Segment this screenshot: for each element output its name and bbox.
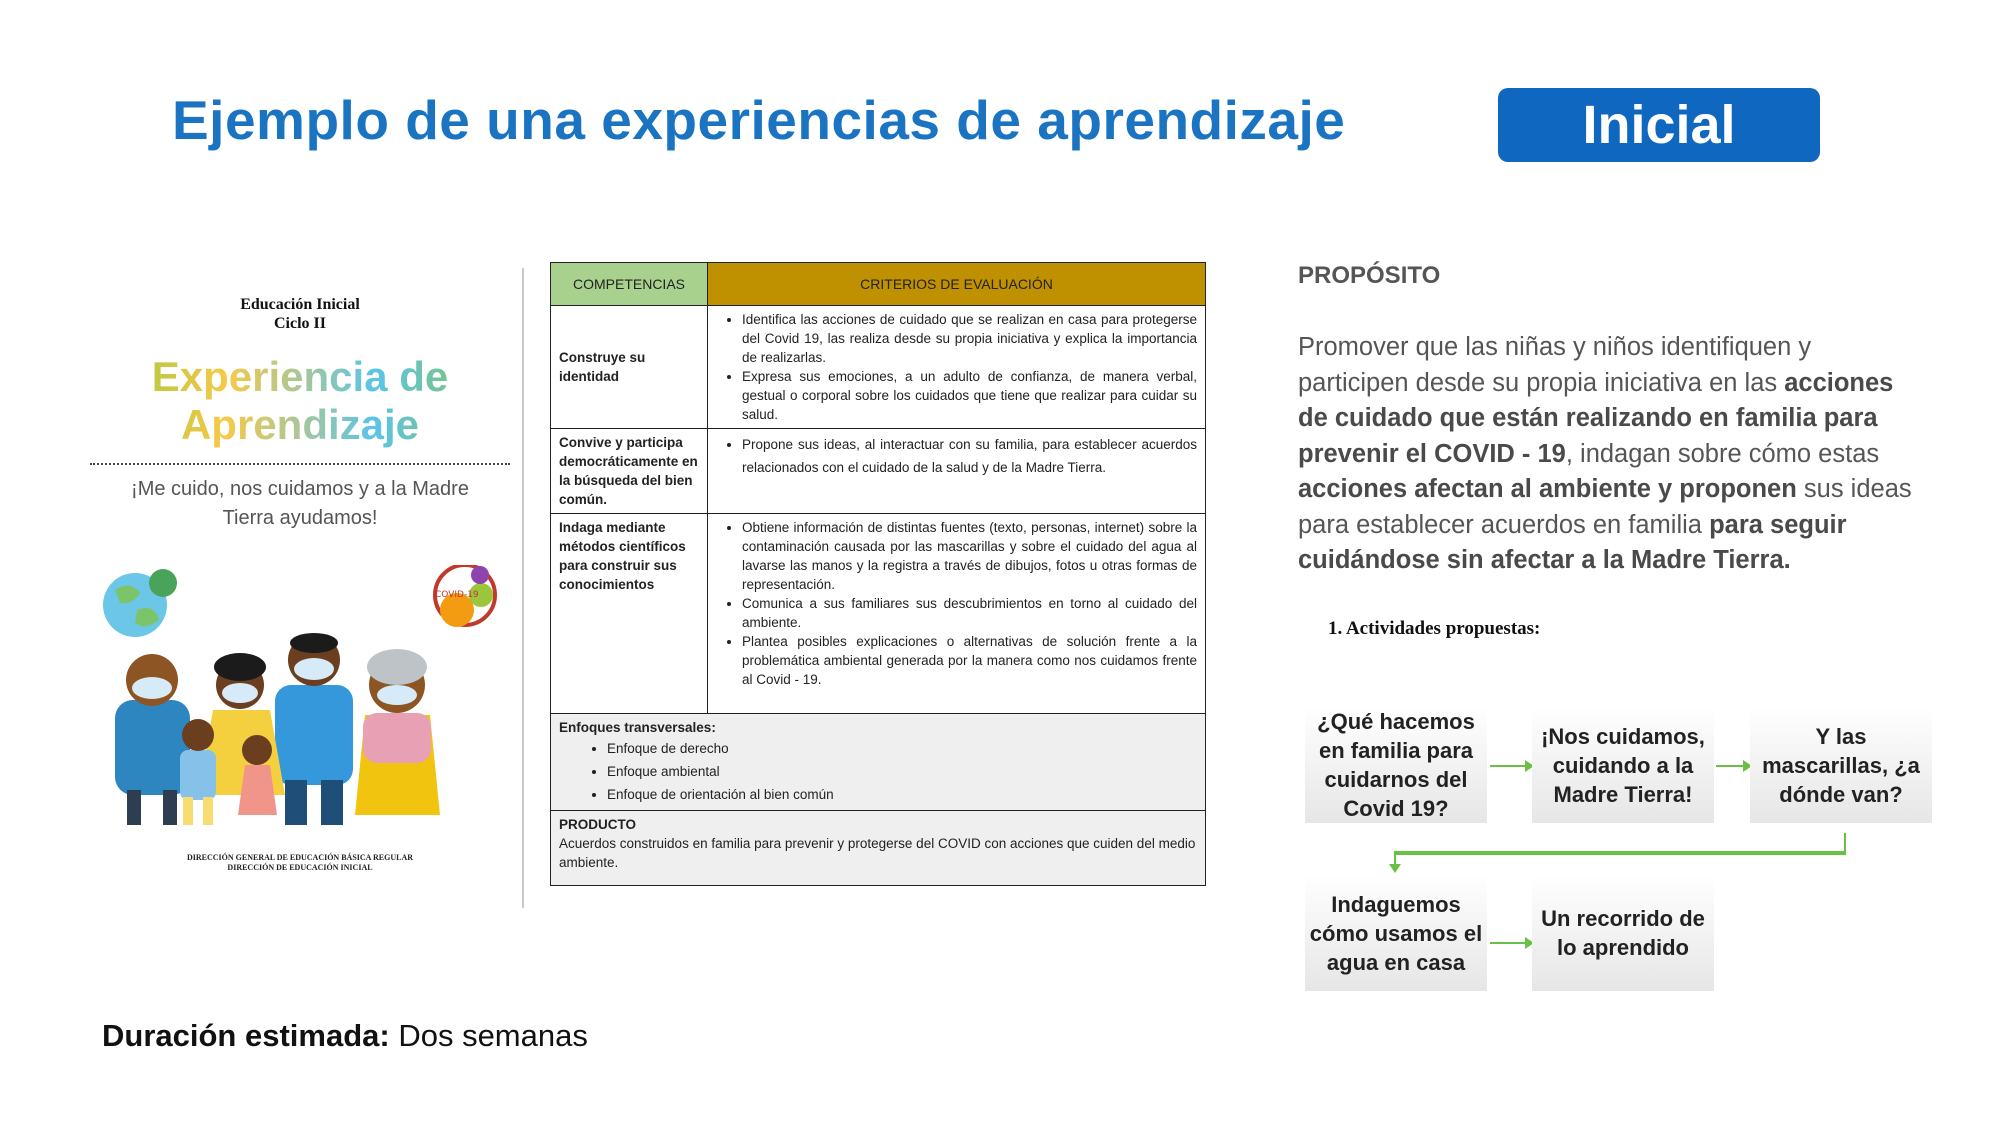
table-row [551,514,1206,714]
activity-step-5: Un recorrido de lo aprendido [1532,875,1714,991]
enfoques-row [551,714,1206,811]
producto-cell [551,811,1206,886]
activity-step-4: Indaguemos cómo usamos el agua en casa [1305,875,1487,991]
enfoque-item: • Enfoque ambiental [607,760,1197,783]
criterio-item: • Comunica a sus familiares sus descubrimientos en torno al cuidado del ambiente. [742,594,1197,632]
family-icon [115,633,440,825]
header-competencias: COMPETENCIAS [551,263,708,306]
table-row [551,306,1206,429]
criterio-item: • Plantea posibles explicaciones o alternativas de solución frente a la problemática ambiental generada por la manera como nos cuidamos frente al Covid - 19. [742,632,1197,689]
cover-level [80,295,520,333]
covid-label: COVID-19 [435,590,479,600]
purpose-bold-3: para seguir cuidándose sin afectar a la Madre Tierra. [1298,510,1847,574]
enfoques-title: Enfoques transversales: [559,720,716,735]
purpose-bold-2: acciones afectan al ambiente y proponen [1298,475,1797,503]
competencia-cell: Convive y participa democráticamente en la búsqueda del bien común. [551,429,708,514]
cover-page [80,285,520,875]
flow-connector-line [1394,851,1844,853]
activities-heading: 1. Actividades propuestas: [1328,618,1541,639]
flow-arrow [1490,765,1532,767]
producto-text: Acuerdos construidos en familia para prevenir y protegerse del COVID con acciones que cuiden del medio ambiente. [559,836,1196,870]
level-badge: Inicial [1498,88,1820,162]
purpose-text-1: Promover que las niñas y niños identifiquen y participen desde su propia iniciativa en las [1298,333,1812,397]
criterios-cell [708,514,1206,714]
duration-value: Dos semanas [398,1018,588,1053]
activity-step-2: ¡Nos cuidamos, cuidando a la Madre Tierra! [1532,707,1714,823]
cover-footer-line2: DIRECCIÓN DE EDUCACIÓN INICIAL [227,863,373,872]
cover-footer [80,853,520,873]
purpose-text-2: , indagan sobre cómo estas [1565,439,1880,468]
family-illustration [85,565,515,830]
earth-icon [103,569,177,637]
cover-subtitle [80,475,520,533]
enfoques-cell [551,714,1206,811]
cover-title [80,353,520,449]
activity-step-3: Y las mascarillas, ¿a dónde van? [1750,707,1932,823]
producto-row [551,811,1206,886]
virus-icon [435,565,495,627]
cover-level-line1: Educación Inicial [240,296,360,313]
cover-title-line1: Experiencia de [151,353,449,400]
duration-label: Duración estimada: [102,1018,390,1053]
enfoque-item: • Enfoque de derecho [607,737,1197,760]
purpose-heading: PROPÓSITO [1298,262,1441,289]
table-row [551,429,1206,514]
enfoque-item: • Enfoque de orientación al bien común [607,783,1197,806]
competencies-table [550,262,1206,886]
flow-arrow [1490,942,1532,944]
competencia-cell: Construye su identidad [551,306,708,429]
table-header-row [551,263,1206,306]
producto-title: PRODUCTO [559,817,637,832]
duration [102,1018,588,1054]
cover-subtitle-line1: ¡Me cuido, nos cuidamos y a la Madre [131,478,469,500]
flow-arrowhead [1389,864,1401,873]
flow-arrow [1716,765,1750,767]
divider-line [522,268,524,908]
page-title: Ejemplo de una experiencias de aprendizaje [172,89,1346,151]
purpose-bold-1: acciones de cuidado que están realizando en familia para prevenir el COVID - 19 [1298,368,1894,468]
cover-level-line2: Ciclo II [274,315,326,332]
competencia-cell: Indaga mediante métodos científicos para construir sus conocimientos [551,514,708,714]
criterios-cell [708,429,1206,514]
activity-step-1: ¿Qué hacemos en familia para cuidarnos del Covid 19? [1305,707,1487,823]
purpose-text-3: sus ideas para establecer acuerdos en familia [1298,475,1912,539]
header-criterios: CRITERIOS DE EVALUACIÓN [708,263,1206,306]
purpose-text [1298,330,1923,579]
cover-subtitle-line2: Tierra ayudamos! [222,507,378,529]
criterio-item: • Identifica las acciones de cuidado que se realizan en casa para protegerse del Covid 19, las realiza desde su propia iniciativa y explica la importancia de realizarlas. [742,310,1197,367]
criterio-item: • Expresa sus emociones, a un adulto de confianza, de manera verbal, gestual o corporal sobre los cuidados que tiene que realizar para cuidar su salud. [742,367,1197,424]
criterios-cell [708,306,1206,429]
criterio-item: • Propone sus ideas, al interactuar con su familia, para establecer acuerdos relacionados con el cuidado de la salud y de la Madre Tierra. [742,433,1197,479]
cover-divider [90,463,510,465]
cover-title-line2: Aprendizaje [180,401,420,448]
cover-footer-line1: DIRECCIÓN GENERAL DE EDUCACIÓN BÁSICA REGULAR [186,853,414,862]
criterio-item: • Obtiene información de distintas fuentes (texto, personas, internet) sobre la contaminación causada por las mascarillas y sobre el cuidado del agua al lavarse las manos y la registra a través de dibujos, fotos u otras formas de representación. [742,518,1197,594]
